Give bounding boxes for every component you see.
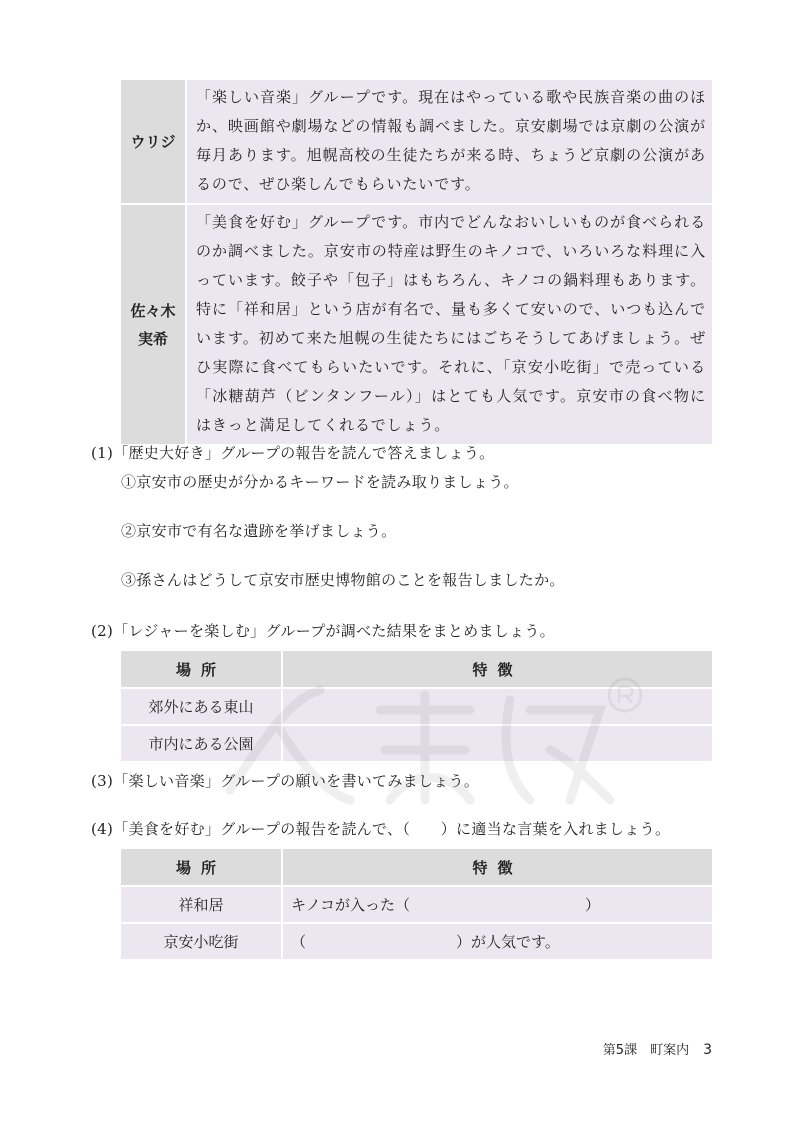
- place-cell: 京安小吃街: [121, 923, 282, 959]
- table-row: [121, 688, 712, 725]
- report-text: 「楽しい音楽」グループです。現在はやっている歌や民族音楽の曲のほか、映画館や劇場などの情報も調べました。京安劇場では京劇の公演が毎月あります。旭幌高校の生徒たちが来る時、ちょうど京劇の公演があるので、ぜひ楽しんでもらいたいです。: [186, 80, 712, 204]
- feature-text-before: キノコが入った（: [291, 896, 410, 914]
- question-3-title: (3)「楽しい音楽」グループの願いを書いてみましょう。: [91, 772, 480, 790]
- page-footer: [603, 1039, 712, 1058]
- table-row: [121, 886, 712, 923]
- feature-answer-cell[interactable]: [282, 725, 712, 761]
- place-cell: 市内にある公園: [121, 725, 282, 761]
- feature-cell: [282, 886, 712, 923]
- table-row: [121, 923, 712, 959]
- reporter-name: ウリジ: [121, 80, 186, 204]
- question-1-sub-2: ②京安市で有名な遺跡を挙げましょう。: [121, 522, 397, 540]
- report-table: [121, 80, 712, 446]
- feature-text-after: ）: [584, 896, 600, 914]
- header-feature: 特徴: [282, 651, 712, 688]
- feature-answer-cell[interactable]: [282, 688, 712, 725]
- question-1-sub-3: ③孫さんはどうして京安市歴史博物館のことを報告しましたか。: [121, 571, 565, 589]
- report-row: [121, 204, 712, 445]
- question-1-sub-1: ①京安市の歴史が分かるキーワードを読み取りましょう。: [121, 473, 519, 491]
- header-place: 場所: [121, 849, 282, 886]
- question-4-title: (4)「美食を好む」グループの報告を読んで、（ ）に適当な言葉を入れましょう。: [91, 820, 671, 838]
- lesson-label: 第5課 町案内: [602, 1043, 690, 1058]
- report-text: 「美食を好む」グループです。市内でどんなおいしいものが食べられるのか調べました。京安市の特産は野生のキノコで、いろいろな料理に入っています。餃子や「包子」はもちろん、キノコの鍋料理もあります。特に「祥和居」という店が有名で、量も多くて安いので、いつも込んでいます。初めて来た旭幌の生徒たちにはごちそうしてあげましょう。ぜひ実際に食べてもらいたいです。それに、「京安小吃街」で売っている「冰糖葫芦（ビンタンフール）」はとても人気です。京安市の食べ物にはきっと満足してくれるでしょう。: [186, 204, 712, 445]
- question-2-title: (2)「レジャーを楽しむ」グループが調べた結果をまとめましょう。: [91, 622, 555, 640]
- leisure-table: [121, 651, 712, 761]
- feature-text-after: ）が人気です。: [456, 933, 560, 951]
- feature-text-before: （: [291, 933, 307, 951]
- page-number: 3: [703, 1042, 712, 1058]
- report-row: [121, 80, 712, 204]
- feature-cell: [282, 923, 712, 959]
- reporter-name: 佐々木 実希: [121, 204, 186, 445]
- header-feature: 特徴: [282, 849, 712, 886]
- food-table: [121, 849, 712, 959]
- header-place: 場所: [121, 651, 282, 688]
- table-row: [121, 725, 712, 761]
- place-cell: 祥和居: [121, 886, 282, 923]
- place-cell: 郊外にある東山: [121, 688, 282, 725]
- question-1-title: (1)「歴史大好き」グループの報告を読んで答えましょう。: [91, 444, 495, 462]
